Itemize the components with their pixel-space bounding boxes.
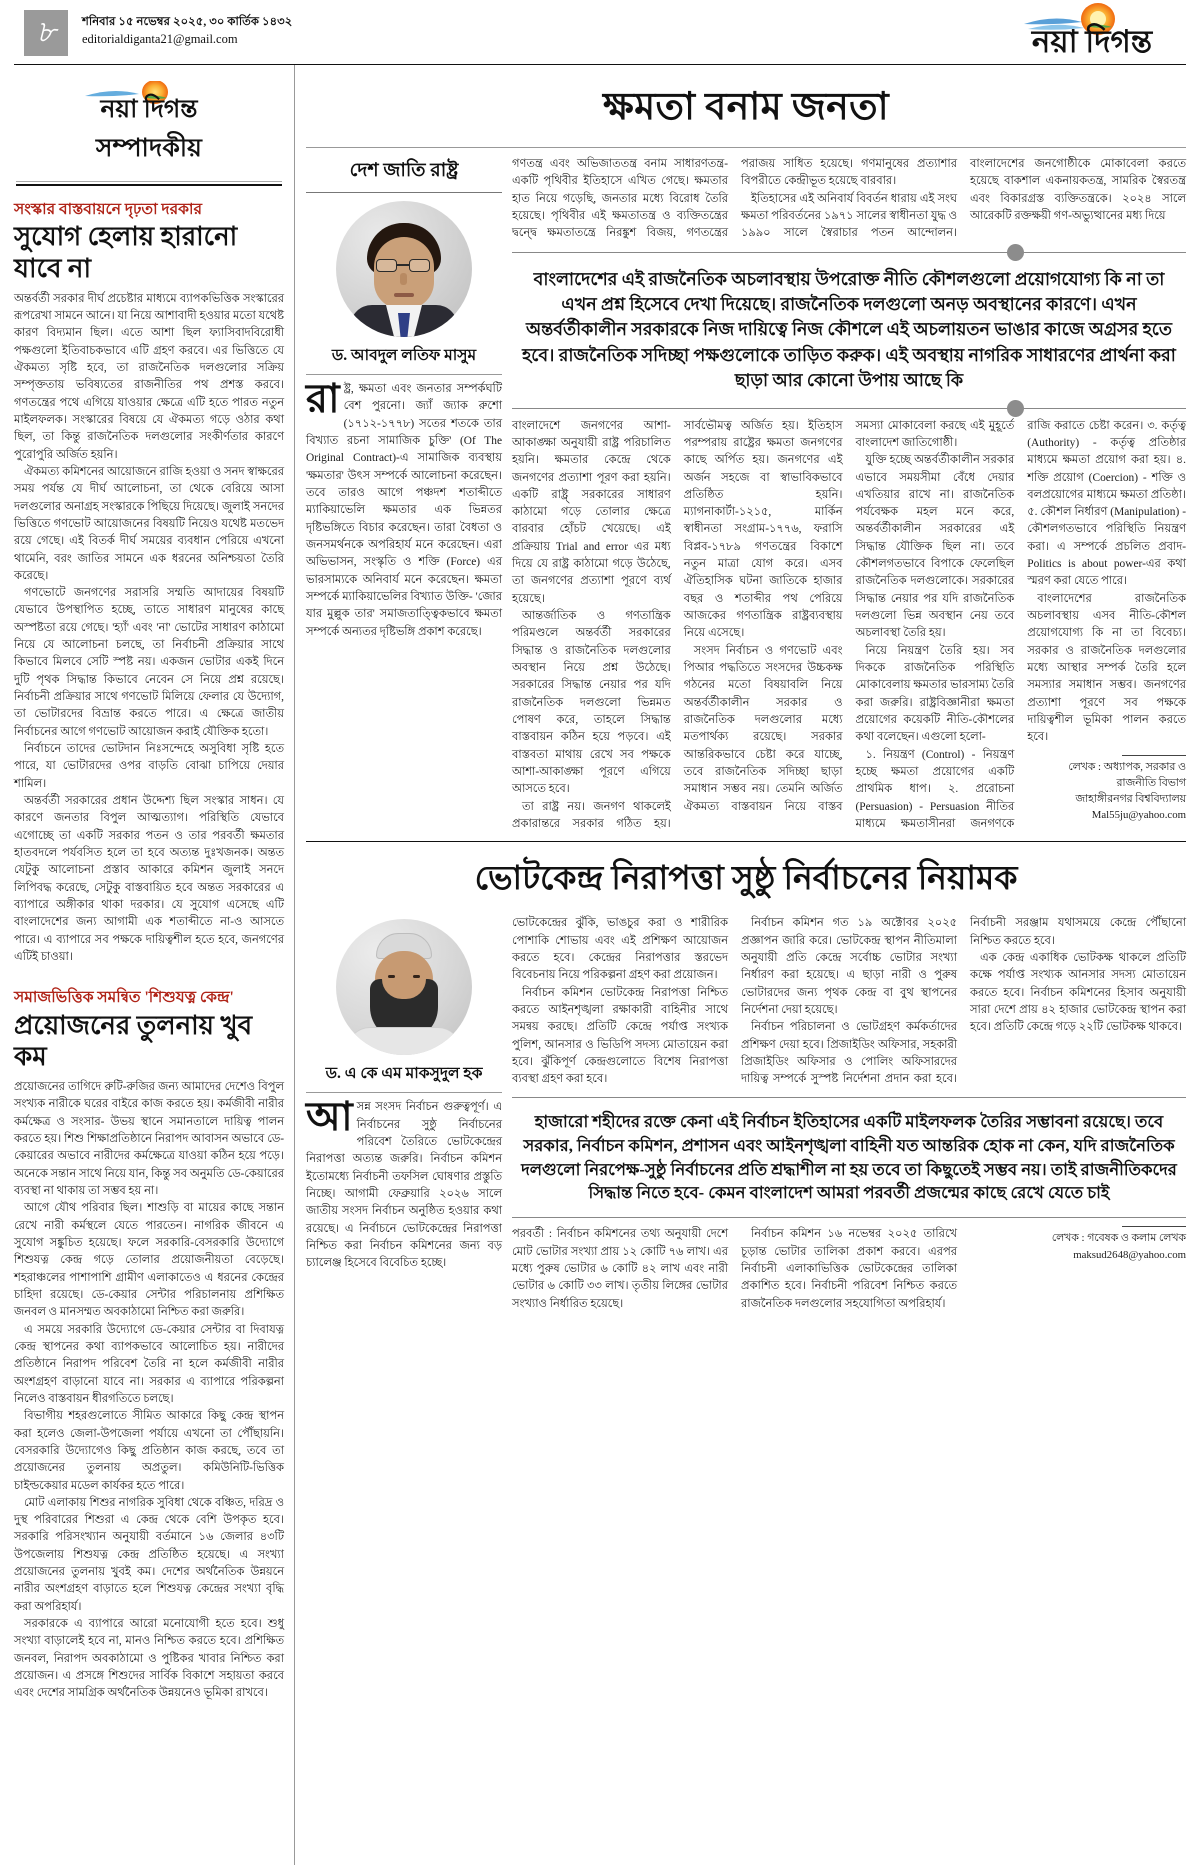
- paragraph: আগে যৌথ পরিবার ছিল। শাশুড়ি বা মায়ের কাছে সন্তান রেখে নারী কর্মস্থলে যেতে পারতেন। নাগরিক জীবনে এ সুযোগ সঙ্কুচিত হয়েছে। ফলে সরকারি-বেসরকারি উদ্যোগে শিশুযত্ন কেন্দ্র গড়ে তোলার প্রয়োজনীয়তা বেড়েছে। শহরাঞ্চলের পাশাপাশি গ্রামীণ এলাকাতেও এ ধরনের কেন্দ্রের চাহিদা রয়েছে। ডে-কেয়ার সেন্টার পরিচালনায় প্রশিক্ষিত জনবল ও মানসম্মত অবকাঠামো নিশ্চিত করা জরুরি।: [14, 1202, 284, 1319]
- editorial-rule-thick: [16, 184, 282, 186]
- author-byline: ড. আবদুল লতিফ মাসুম: [306, 343, 502, 375]
- main-article-top-columns: [512, 156, 1186, 243]
- paragraph: এক কেন্দ্র একাধিক ভোটকক্ষ থাকলে প্রতিটি কক্ষে পর্যাপ্ত সংখ্যক আনসার সদস্য মোতায়েন করতে হবে। নির্বাচন কমিশনের হিসাব অনুযায়ী সারা দেশে প্রায় ৪২ হাজার ভোটকেন্দ্র স্থাপন করা হবে। প্রতিটি কেন্দ্রে গড়ে ২২টি ভোটকক্ষ থাকবে।: [970, 952, 1186, 1034]
- paragraph: নির্বাচন কমিশন গত ১৯ অক্টোবর ২০২৫ প্রজ্ঞাপন জারি করে। ভোটকেন্দ্র স্থাপন নীতিমালা অনুযায়ী প্রতি কেন্দ্রে সর্বোচ্চ ভোটার সংখ্যা নির্ধারণ করা হয়েছে। এ ছাড়া নারী ও পুরুষ ভোটারদের জন্য পৃথক কেন্দ্র বা বুথ স্থাপনের নির্দেশনা দেয়া হয়েছে।: [741, 917, 957, 1017]
- drop-cap: আ: [306, 1094, 353, 1140]
- main-article: [306, 156, 1186, 833]
- main-column: [294, 65, 1186, 1865]
- editorial-email: editorialdiganta21@gmail.com: [82, 32, 238, 47]
- brand-name-text: নয়া দিগন্ত: [1031, 24, 1153, 58]
- paragraph: আন্তর্জাতিক ও গণতান্ত্রিক পরিমণ্ডলে অন্তর্বর্তী সরকারের সিদ্ধান্ত ও রাজনৈতিক দলগুলোর অবস্থান নিয়ে প্রশ্ন উঠেছে। সরকারের সিদ্ধান্ত নেয়ার পর যদি রাজনৈতিক দলগুলো ভিন্নমত পোষণ করে, তাহলে সিদ্ধান্ত বাস্তবায়ন কঠিন হয়ে পড়বে। এই বাস্তবতা মাথায় রেখে সব পক্ষকে আশা-আকাঙ্ক্ষা পূরণে এগিয়ে আসতে হবে।: [512, 610, 671, 796]
- editorial-kicker: সমাজভিত্তিক সমন্বিত 'শিশুযত্ন কেন্দ্র': [14, 989, 234, 1007]
- second-article-title: ভোটকেন্দ্র নিরাপত্তা সুষ্ঠু নির্বাচনের নিয়ামক: [474, 861, 1018, 898]
- editorial-item: [14, 988, 284, 1702]
- portrait-mouth: [394, 293, 414, 297]
- editorial-body: [14, 291, 284, 967]
- main-article-title: ক্ষমতা বনাম জনতা: [603, 86, 889, 128]
- editorial-spacer: [14, 966, 284, 988]
- editorial-brand-icon: [59, 81, 239, 121]
- paragraph: মোট এলাকায় শিশুর নাগরিক সুবিধা থেকে বঞ্চিত, দরিদ্র ও দুস্থ পরিবারের শিশুরা এ কেন্দ্র থেকে বেশি উপকৃত হবে। সরকারি পরিসংখ্যান অনুযায়ী বর্তমানে ১৬ জেলার ৪৩টি উপজেলায় শিশুযত্ন কেন্দ্র প্রতিষ্ঠিত হয়েছে। এ সংখ্যা প্রয়োজনের তুলনায় খুবই কম। দেশের অর্থনৈতিক উন্নয়নে নারীর অংশগ্রহণ বাড়াতে হলে শিশুযত্ন কেন্দ্রের সংখ্যা বৃদ্ধি করা অপরিহার্য।: [14, 1496, 284, 1613]
- second-article: [306, 915, 1186, 1313]
- author-signature: [1027, 755, 1186, 824]
- paper-mark-icon: ৮: [24, 10, 68, 56]
- page-masthead: [14, 0, 1186, 62]
- paragraph: তা রাষ্ট্র নয়। জনগণ থাকলেই প্রকারান্তরে সরকার গঠিত হয়। সার্বভৌমত্ব অর্জিত হয়। ইতিহাস পরম্পরায় রাষ্ট্রের ক্ষমতা জনগণের কাছে অর্পিত হয়। জনগণের এই অর্জন সহজে বা স্বাভাবিকভাবে প্রতিষ্ঠিত হয়নি। ম্যাগনাকার্টা-১২১৫, মার্কিন স্বাধীনতা সংগ্রাম-১৭৭৬, ফরাসি বিপ্লব-১৭৮৯ গণতন্ত্রের বিকাশে নতুন মাত্রা যোগ করে। এসব ঐতিহাসিক ঘটনা জাতিকে হাজার বছর ও শতাব্দীর পথ পেরিয়ে আজকের গণতান্ত্রিক রাষ্ট্রব্যবস্থায় নিয়ে এসেছে।: [512, 419, 843, 831]
- paragraph: যুক্তি হচ্ছে অন্তর্বর্তীকালীন সরকার এভাবে সময়সীমা বেঁধে দেয়ার এখতিয়ার রাখে না। রাজনৈতিক পর্যবেক্ষক মহল মনে করে, অন্তর্বর্তীকালীন সরকারের এই সিদ্ধান্ত যৌক্তিক ছিল না। তবে কৌশলগতভাবে বিপাকে ফেলেছিল রাজনৈতিক দলগুলোকে। সরকারের সিদ্ধান্ত নেয়ার পর যদি রাজনৈতিক দলগুলো ভিন্ন অবস্থান নেয় তবে অচলাবস্থা তৈরি হয়।: [855, 454, 1015, 640]
- paragraph: নির্বাচন কমিশন ভোটকেন্দ্র নিরাপত্তা নিশ্চিত করতে আইনশৃঙ্খলা রক্ষাকারী বাহিনীর সাথে সমন্বয় করছে। প্রতিটি কেন্দ্রে পর্যাপ্ত সংখ্যক পুলিশ, আনসার ও ভিডিপি সদস্য মোতায়েন করা হবে। ঝুঁকিপূর্ণ কেন্দ্রগুলোতে বিশেষ নিরাপত্তা ব্যবস্থা গ্রহণ করা হবে।: [512, 986, 728, 1086]
- pullquote-text: হাজারো শহীদের রক্তে কেনা এই নির্বাচন ইতিহাসের একটি মাইলফলক তৈরির সম্ভাবনা রয়েছে। তবে সরকার, নির্বাচন কমিশন, প্রশাসন এবং আইনশৃঙ্খলা বাহিনী যত আন্তরিক হোক না কেন, যদি রাজনৈতিক দলগুলো নিরপেক্ষ-সুষ্ঠু নির্বাচনের প্রতি শ্রদ্ধাশীল না হয় তবে তা কিছুতেই সম্ভব নয়। তাই রাজনীতিকদের সিদ্ধান্ত নিতে হবে- কেমন বাংলাদেশ আমরা পরবর্তী প্রজন্মের কাছে রেখে যেতে চাই: [521, 1111, 1177, 1203]
- masthead-meta: [82, 14, 292, 49]
- paragraph: সরকারকে এ ব্যাপারে আরো মনোযোগী হতে হবে। শুধু সংখ্যা বাড়ালেই হবে না, মানও নিশ্চিত করতে হবে। প্রশিক্ষিত জনবল, নিরাপদ অবকাঠামো ও পুষ্টিকর খাবার নিশ্চিত করা প্রয়োজন। এ প্রসঙ্গে শিশুদের সার্বিক বিকাশে সহায়তা করবে এবং দেশের সামগ্রিক অর্থনৈতিক উন্নয়নেও ভূমিকা রাখবে।: [14, 1618, 284, 1700]
- second-article-bottom-columns: [512, 1226, 1186, 1313]
- editorial-headline: সুযোগ হেলায় হারানো যাবে না: [14, 222, 238, 283]
- paragraph: অন্তর্বর্তী সরকারের প্রধান উদ্দেশ্য ছিল সংস্কার সাধন। যে কারণে জনতার বিপুল আত্মত্যাগ। পরিস্থিতি যেভাবে এগোচ্ছে তা একটি সরকার পতন ও তার পরবর্তী ক্ষমতার হাতবদলে পর্যবসিত হলে তা হবে অত্যন্ত দুঃখজনক। অন্তত যেটুকু আলোচনা প্রস্তাব আকারে কমিশন জুলাই সনদে লিপিবদ্ধ করেছে, সেটুকু বাস্তবায়িত হবে অন্তত সরকারের এ ব্যাপারে অঙ্গীকার থাকা দরকার। যে সুযোগ এসেছে এটি বাংলাদেশের জন্য আগামী এক শতাব্দীতে না-ও আসতে পারে। এ ব্যাপারে সব পক্ষকে দায়িত্বশীল হতে হবে, জনগণের এটিই চাওয়া।: [14, 795, 284, 964]
- brand-logo: [1002, 2, 1182, 58]
- paragraph: ভোটকেন্দ্রের ঝুঁকি, ভাঙচুর করা ও শারীরিক পোশাকি শোভায় এবং এই প্রশিক্ষণ আয়োজন করতে হবে। কেন্দ্রের নিরাপত্তার স্তরভেদ বিবেচনায় নিয়ে পরিকল্পনা গ্রহণ করা প্রয়োজন।: [512, 917, 728, 982]
- second-article-text: [512, 915, 1186, 1313]
- second-author-block: [306, 915, 502, 1313]
- paragraph: গণভোটে জনগণের সরাসরি সম্মতি আদায়ের বিষয়টি যেভাবে উপস্থাপিত হচ্ছে, তাতে সাধারণ মানুষের কাছে অস্পষ্টতা রয়ে গেছে। 'হ্যাঁ' এবং 'না' ভোটের সাধারণ কাঠামো নিয়ে যে আলোচনা চলছে, তা নির্বাচনী প্রক্রিয়ার সাথে কিভাবে মিলবে সেটি স্পষ্ট নয়। একজন ভোটার একই দিনে দুটি পৃথক সিদ্ধান্ত কিভাবে নেবেন সে নিয়ে প্রশ্ন রয়েছে। নির্বাচনী প্রক্রিয়ার সাথে গণভোট মিলিয়ে ফেলার যে উদ্যোগ, তা ভোটারদের বিভ্রান্ত করতে পারে। এ ক্ষেত্রে জাতীয় নির্বাচনের আগে গণভোট আয়োজন করাই যৌক্তিক হতো।: [14, 587, 284, 738]
- paragraph: নির্বাচন পরিচালনা ও ভোটগ্রহণ কর্মকর্তাদের প্রশিক্ষণ দেয়া হবে। প্রিজাইডিং অফিসার, সহকারী প্রিজাইডিং অফিসার ও পোলিং অফিসারদের দায়িত্ব সম্পর্কে সুস্পষ্ট নির্দেশনা প্রদান করা হবে। নির্বাচনী সরঞ্জাম যথাসময়ে কেন্দ্রে পৌঁছানো নিশ্চিত করতে হবে।: [741, 917, 1186, 1086]
- paragraph: বিভাগীয় শহরগুলোতে সীমিত আকারে কিছু কেন্দ্র স্থাপন করা হলেও জেলা-উপজেলা পর্যায়ে এখনো তা পৌঁছায়নি। বেসরকারি উদ্যোগেও কিছু প্রতিষ্ঠান কাজ করছে, তবে তা প্রয়োজনের তুলনায় অপ্রতুল। কমিউনিটি-ভিত্তিক চাইল্ডকেয়ার মডেল কার্যকর হতে পারে।: [14, 1410, 284, 1492]
- paragraph: নির্বাচনে তাদের ভোটদান নিঃসন্দেহে অসুবিধা সৃষ্টি হতে পারে, যা ভোটারদের ওপর বাড়তি বোঝা চাপিয়ে দেয়ার শামিল।: [14, 743, 284, 790]
- portrait-nose: [400, 273, 407, 285]
- paragraph: ইতিহাসের এই অনিবার্য বিবর্তন ধারায় এই সংঘ ক্ষমতা পরিবর্তনের ১৯৭১ সালের স্বাধীনতা যুদ্ধ ও ১৯৯০ সালে স্বৈরাচার পতন আন্দোলন। বাংলাদেশের জনগোষ্ঠীকে মোকাবেলা করতে হয়েছে বাকশাল একনায়কতন্ত্র, সামরিক স্বৈরতন্ত্র এবং বিকারগ্রস্ত ব্যক্তিতন্ত্রকে। ২০২৪ সালে আরেকটি রক্তক্ষয়ী গণ-অভ্যুত্থানের মধ্য দিয়ে: [741, 158, 1186, 240]
- paragraph: পরবর্তী : নির্বাচন কমিশনের তথ্য অনুযায়ী দেশে মোট ভোটার সংখ্যা প্রায় ১২ কোটি ৭৬ লাখ। এর মধ্যে পুরুষ ভোটার ৬ কোটি ৪২ লাখ এবং নারী ভোটার ৬ কোটি ৩৩ লাখ। তৃতীয় লিঙ্গের ভোটার সংখ্যাও নির্ধারিত হয়েছে।: [512, 1228, 728, 1310]
- signature-line: Mal55ju@yahoo.com: [1091, 809, 1186, 822]
- signature-line: লেখক : গবেষক ও কলাম লেখক: [1051, 1232, 1186, 1245]
- lead-text: ষ্ট্র, ক্ষমতা এবং জনতার সম্পর্কঘটি বেশ পুরনো। জ্যাঁ জ্যাক রুশো (১৭১২-১৭৭৮) সতের শতকে তার বিখ্যাত রচনা সামাজিক চুক্তি' (Of The Original Contract)-এ সামাজিক ব্যবস্থায় 'ক্ষমতার' উৎস সম্পর্কে আলোচনা করেছেন। তবে তারও আগে পঞ্চদশ শতাব্দীতে ম্যাকিয়াভেলি ক্ষমতার এক ভিন্নতর দৃষ্টিভঙ্গিতে বিচার করেছেন। তারা বৈধতা ও জনসমর্থনকে অপরিহার্য মনে করেছেন। এরা অভিভাসন, সংস্কৃতি ও শক্তি (Force) এর ভারসাম্যকে অনিবার্য মনে করেছেন। ক্ষমতা সম্পর্কে ম্যাকিয়াভেলির বিখ্যাত উক্তি- 'জোর যার মুল্লুক তার' সমাজতাত্ত্বিকভাবে ক্ষমতা সম্পর্কে অন্যতর দৃষ্টিভঙ্গি প্রকাশ করেছে।: [306, 383, 502, 638]
- editorial-body: [14, 1079, 284, 1703]
- editorial-brand: [14, 65, 284, 126]
- author-photo-wrap: [306, 201, 502, 337]
- paragraph: অন্তর্বর্তী সরকার দীর্ঘ প্রচেষ্টার মাধ্যমে ব্যাপকভিত্তিক সংস্কারের রূপরেখা সামনে আনে। যা নিয়ে আশাবাদী হওয়ার মতো যথেষ্ট কারণ বিদ্যমান ছিল। এতে আশা ছিল ফ্যাসিবাদবিরোধী পক্ষগুলো ইতিবাচকভাবে এটি গ্রহণ করবে। এর ভিত্তিতে যে ঐকমত্য সৃষ্টি হবে, তা রাজনৈতিক দলগুলোর সক্রিয় সম্পৃক্ততায় ভবিষ্যতের রাজনীতির পথ প্রশস্ত করবে। গণতন্ত্রের পথে এগিয়ে যাওয়ার ক্ষেত্রে এটি হতে পারত নতুন মাইলফলক। সংস্কারের বিষয়ে যে ঐকমত্য গড়ে ওঠার কথা ছিল, তা কিন্তু রাজনৈতিক দলগুলোর সংকীর্ণতার কারণে পুরোপুরি অর্জিত হয়নি।: [14, 292, 284, 461]
- editorial-rule-thin: [16, 181, 282, 182]
- second-author-photo-wrap: [306, 919, 502, 1055]
- signature-line: লেখক : অধ্যাপক, সরকার ও রাজনীতি বিভাগ: [1068, 760, 1186, 789]
- paragraph: নিয়ে নিয়ন্ত্রণ তৈরি হয়। সব দিককে রাজনৈতিক পরিস্থিতি মোকাবেলায় ক্ষমতার ভারসাম্য তৈরি করা জরুরি। রাষ্ট্রবিজ্ঞানীরা ক্ষমতা প্রয়োগের কয়েকটি নীতি-কৌশলের কথা বলেছেন। এগুলো হলো-: [855, 644, 1015, 744]
- portrait-glasses-right: [409, 259, 430, 272]
- editorial-brand-text: নয়া দিগন্ত: [100, 96, 198, 121]
- main-article-bottom-columns: [512, 418, 1186, 834]
- publication-date: শনিবার ১৫ নভেম্বর ২০২৫, ৩০ কার্তিক ১৪৩২: [82, 15, 293, 28]
- second-article-top-columns: [512, 915, 1186, 1088]
- main-pull-quote: [512, 252, 1186, 409]
- portrait-glasses-bridge: [397, 264, 409, 266]
- paragraph: ঐকমত্য কমিশনের আয়োজনে রাজি হওয়া ও সনদ স্বাক্ষরের সময় পর্যন্ত যে দীর্ঘ আলোচনা, তা থেকে বেরিয়ে আসা দলগুলোর অনাগ্রহ সংস্কারকে পিছিয়ে দিয়েছে। জুলাই সনদের ভিত্তিতে গণভোট আয়োজনের বিষয়টি নিয়েও যথেষ্ট মতভেদ রয়ে গেছে। এই বিতর্ক দীর্ঘ সময়ের ব্যবধান পেরিয়ে এখনো থামেনি, বরং জাতির সামনে এক ধরনের অনিশ্চয়তা তৈরি করেছে।: [14, 465, 284, 582]
- editorial-kicker: সংস্কার বাস্তবায়নে দৃঢ়তা দরকার: [14, 201, 202, 218]
- main-article-text: [512, 156, 1186, 833]
- pullquote-text: বাংলাদেশের এই রাজনৈতিক অচলাবস্থায় উপরোক্ত নীতি কৌশলগুলো প্রয়োগযোগ্য কি না তা এখন প্রশ্ন হিসেবে দেখা দিয়েছে। রাজনৈতিক দলগুলো অনড় অবস্থানের কারণে। এখন অন্তর্বর্তীকালীন সরকারকে নিজ দায়িত্বে নিজ কৌশলে এই অচলায়তন ভাঙার কাজে অগ্রসর হতে হবে। রাজনৈতিক সদিচ্ছা পক্ষগুলোকে তাড়িত করুক। এই অবস্থায় নাগরিক সাধারণের প্রার্থনা করা ছাড়া আর কোনো উপায় আছে কি: [522, 268, 1176, 391]
- paragraph: প্রয়োজনের তাগিদে রুটি-রুজির জন্য আমাদের দেশেও বিপুল সংখ্যক নারীকে ঘরের বাইরে কাজ করতে হয়। কর্মজীবী নারীর কর্মক্ষেত্র ও সংসার- উভয় স্থানে সমানতালে দায়িত্ব পালন করতে হয়। শিশু শিক্ষাপ্রতিষ্ঠানে নিরাপদ আবাসন অভাবে ডে-কেয়ারের অভাবে নারীদের কর্মক্ষেত্রে যাওয়া কঠিন হয়ে পড়ে। অনেকে সন্তান সাথে নিয়ে যান, কিন্তু সব অনুমতি ডে-কেয়ারের ব্যবস্থা না থাকায় তা সম্ভব হয় না।: [14, 1080, 284, 1197]
- author-portrait: [336, 201, 472, 337]
- paragraph: নির্বাচন কমিশন ১৬ নভেম্বর ২০২৫ তারিখে চূড়ান্ত ভোটার তালিকা প্রকাশ করবে। এরপর নির্বাচনী এলাকাভিত্তিক ভোটকেন্দ্রের তালিকা প্রকাশিত হবে। নির্বাচনী পরিবেশ নিশ্চিত করতে রাজনৈতিক দলগুলোর সহযোগিতা অপরিহার্য।: [741, 1228, 957, 1310]
- article-lead: [306, 376, 502, 641]
- paragraph: সংসদ নির্বাচন ও গণভোট এবং পিআর পদ্ধতিতে সংসদের উচ্চকক্ষ গঠনের মতো বিষয়াবলি নিয়ে অন্তর্বর্তীকালীন সরকার ও রাজনৈতিক দলগুলোর মধ্যে মতপার্থক্য রয়েছে। সরকার আন্তরিকভাবে চেষ্টা করে যাচ্ছে, তবে রাজনৈতিক সদিচ্ছা ছাড়া সমাধান সম্ভব নয়। তেমনি অর্জিত ঐকমত্য বাস্তবায়ন নিয়ে বাস্তব সমস্যা মোকাবেলা করছে এই মুহূর্তে বাংলাদেশ জাতিগোষ্ঠী।: [683, 419, 1015, 813]
- second-article-lead: [306, 1094, 502, 1272]
- second-author-portrait: [336, 919, 472, 1055]
- editorial-item: [14, 200, 284, 966]
- editorial-column: [14, 65, 294, 1865]
- signature-rule: [1122, 1226, 1186, 1227]
- paragraph: এ সময়ে সরকারি উদ্যোগে ডে-কেয়ার সেন্টার বা দিবাযত্ন কেন্দ্র স্থাপনের কথা ব্যাপকভাবে আলোচিত হয়। নারীদের প্রতিষ্ঠানে নিরাপদ পরিবেশ তৈরি না হলে কর্মজীবী নারীর অংশগ্রহণ বাড়ানো যাবে না। সরকার এ ব্যাপারে পরিকল্পনা নিলেও বাস্তবায়ন ধীরগতিতে চলছে।: [14, 1323, 284, 1405]
- pullquote-dot-bottom-icon: [1007, 400, 1024, 417]
- second-author-byline: ড. এ কে এম মাকসুদুল হক: [306, 1061, 502, 1093]
- drop-cap: রা: [306, 376, 340, 421]
- editorial-section-label: সম্পাদকীয়: [95, 135, 203, 162]
- author-block: [306, 156, 502, 833]
- portrait2-face-upper: [382, 959, 426, 999]
- main-title-rule: [306, 147, 1186, 148]
- signature-line: জাহাঙ্গীরনগর বিশ্ববিদ্যালয়: [1075, 793, 1186, 806]
- lead-text: সন্ন সংসদ নির্বাচন গুরুত্বপূর্ণ। এ নির্বাচনের সুষ্ঠু নির্বাচনের পরিবেশ তৈরিতে ভোটকেন্দ্রের নিরাপত্তা অত্যন্ত জরুরি। নির্বাচন কমিশন ইতোমধ্যে নির্বাচনী তফসিল ঘোষণার প্রস্তুতি নিচ্ছে। আগামী ফেব্রুয়ারি ২০২৬ সালে জাতীয় সংসদ নির্বাচন অনুষ্ঠিত হওয়ার কথা রয়েছে। এ নির্বাচনে ভোটকেন্দ্রের নিরাপত্তা নিশ্চিত করা নির্বাচন কমিশনের জন্য বড় চ্যালেঞ্জ হিসেবে বিবেচিত হচ্ছে।: [306, 1101, 502, 1270]
- paragraph: গণতন্ত্র এবং অভিজাততন্ত্র বনাম সাধারণতন্ত্র- একটি পৃথিবীর ইতিহাসে এখিত গেছে। ক্ষমতার হাত নিয়ে গড়েছি, জনতার মধ্যে বিরোধ তৈরি হয়েছে। পৃথিবীর এই ক্ষমতাতন্ত্র ও ব্যক্তিতন্ত্রের দ্বন্দ্বে ক্ষমতাতন্ত্রে নিরঙ্কুশ বিজয়, গণতন্ত্রের পরাজয় সাধিত হয়েছে। গণমানুষের প্রত্যাশার বিপরীতে কেন্দ্রীভূত হয়েছে বারবার।: [512, 158, 957, 240]
- portrait-glasses-left: [376, 259, 397, 272]
- signature-rule: [1122, 755, 1186, 756]
- second-author-signature: [970, 1226, 1186, 1262]
- paragraph: বাংলাদেশের রাজনৈতিক অচলাবস্থায় এসব নীতি-কৌশল প্রয়োগযোগ্য কি না তা বিবেচ্য। সরকার ও রাজনৈতিক দলগুলোর মধ্যে আস্থার সম্পর্ক তৈরি হলে সমস্যার সমাধান সম্ভব। জনগণের প্রত্যাশা পূরণে সব পক্ষকে দায়িত্বশীল ভূমিকা পালন করতে হবে।: [1027, 592, 1186, 744]
- editorial-headline: প্রয়োজনের তুলনায় খুব কম: [14, 1010, 253, 1072]
- portrait2-body: [348, 1027, 460, 1055]
- page-grid: [14, 65, 1186, 1865]
- column-series-label: দেশ জাতি রাষ্ট্র: [306, 156, 502, 193]
- brand-logo-icon: [1002, 2, 1182, 58]
- pullquote-dot-top-icon: [1007, 244, 1024, 261]
- second-pull-quote: [512, 1097, 1186, 1219]
- paragraph: ১. নিয়ন্ত্রণ (Control) - নিয়ন্ত্রণ হচ্ছে ক্ষমতা প্রয়োগের একটি প্রাথমিক ধাপ। ২. প্ররোচনা (Persuasion) - Persuasion নীতির মাধ্যমে ক্ষমতাসীনরা জনগণকে রাজি করাতে চেষ্টা করেন। ৩. কর্তৃত্ব (Authority) - কর্তৃত্ব প্রতিষ্ঠার মাধ্যমে ক্ষমতা প্রয়োগ করা হয়। ৪. শক্তি প্রয়োগ (Coercion) - শক্তি ও বলপ্রয়োগের মাধ্যমে ক্ষমতা প্রতিষ্ঠা। ৫. কৌশল নির্ধারণ (Manipulation) - কৌশলগতভাবে পরিস্থিতি নিয়ন্ত্রণ করা। এ সম্পর্কে প্রচলিত প্রবাদ- Politics is about power-এর কথা স্মরণ করা যেতে পারে।: [855, 419, 1186, 831]
- paragraph: বাংলাদেশে জনগণের আশা-আকাঙ্ক্ষা অনুযায়ী রাষ্ট্র পরিচালিত হয়নি। ক্ষমতার কেন্দ্রে থেকে জনগণের প্রত্যাশা পূরণ করা হয়নি। একটি রাষ্ট্র্ সরকারের সাধারণ কাঠামো গড়ে তোলার ক্ষেত্রে বারবার হোঁচট খেয়েছে। এই প্রক্রিয়ায় Trial and error এর মধ্য দিয়ে যে রাষ্ট্র কাঠামো গড়ে উঠেছে, তা জনগণের প্রত্যাশা পূরণে ব্যর্থ হয়েছে।: [512, 419, 671, 605]
- signature-line: maksud2648@yahoo.com: [1073, 1248, 1186, 1261]
